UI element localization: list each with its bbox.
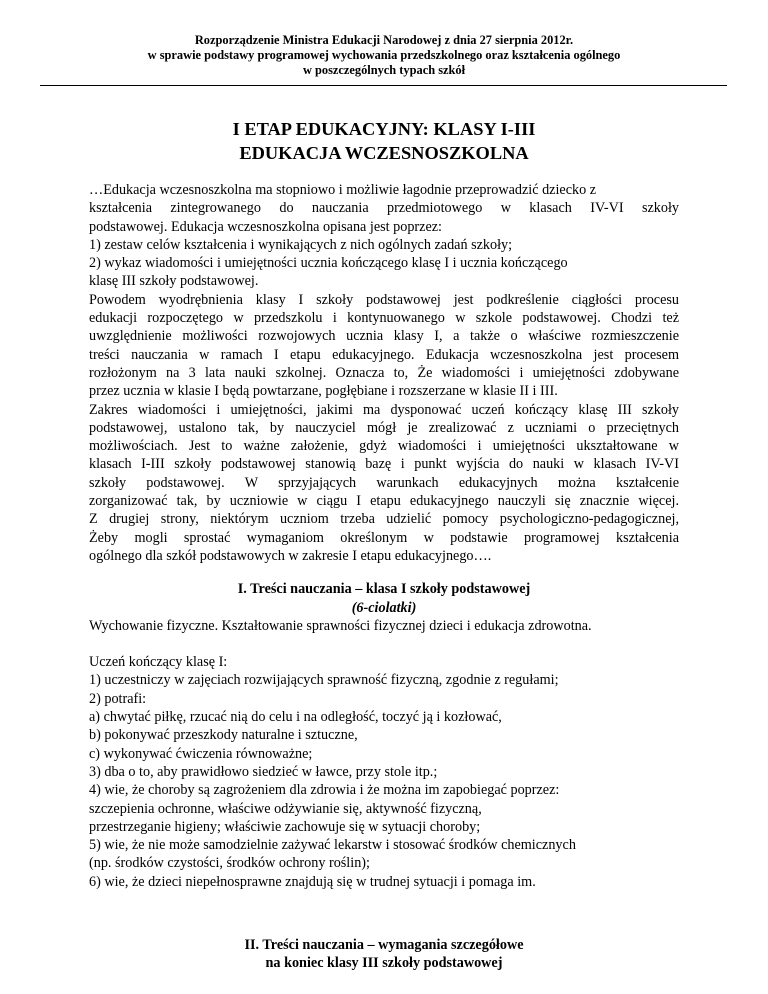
header-divider: [40, 85, 727, 86]
list-item: Uczeń kończący klasę I:: [89, 654, 228, 671]
intro-line: 1) zestaw celów kształcenia i wynikających z nich ogólnych zadań szkoły;: [89, 236, 513, 253]
page-title: [60, 117, 708, 165]
spacer: [89, 565, 679, 580]
title-line-2: EDUKACJA WCZESNOSZKOLNA: [239, 143, 529, 163]
list-item: 2) potrafi:: [89, 690, 147, 707]
section-2-title-line-1: II. Treści nauczania – wymagania szczegółowe: [244, 936, 524, 953]
intro-line: podstawowej, ustalono tak, by nauczyciel mógł je zrealizować z uczniami o przeciętnych: [89, 419, 679, 436]
intro-line: klasach I-III szkoły podstawowej stanowią bazę i punkt wyjścia do nauki w klasach IV-VI: [89, 456, 679, 473]
section-2: [89, 936, 679, 973]
header-line-2: w sprawie podstawy programowej wychowania przedszkolnego oraz kształcenia ogólnego: [147, 48, 621, 62]
list-item: c) wykonywać ćwiczenia równoważne;: [89, 745, 313, 762]
intro-line: edukacji rozpoczętego w przedszkolu i kontynuowanego w szkole podstawowej. Chodzi też: [89, 310, 679, 327]
list-item: szczepienia ochronne, właściwe odżywianie się, aktywność fizyczną,: [89, 800, 482, 817]
intro-line: Z drugiej strony, niektórym uczniom trzeba udzielić pomocy psychologiczno-pedagogicznej,: [89, 511, 679, 528]
intro-line: 2) wykaz wiadomości i umiejętności ucznia kończącego klasę I i ucznia kończącego: [89, 255, 568, 272]
intro-line: Zakres wiadomości i umiejętności, jakimi ma dysponować uczeń kończący klasę III szkoły: [89, 401, 679, 418]
list-item: przestrzeganie higieny; właściwie zachowuje się w sytuacji choroby;: [89, 818, 481, 835]
header-line-1: Rozporządzenie Ministra Edukacji Narodowej z dnia 27 sierpnia 2012r.: [194, 33, 574, 47]
title-line-1: I ETAP EDUKACYJNY: KLASY I-III: [232, 119, 536, 139]
intro-line: ogólnego dla szkół podstawowych w zakresie I etapu edukacyjnego….: [89, 547, 492, 564]
intro-line: uwzględnienie możliwości rozwojowych ucznia klasy I, a także o właściwe rozmieszczenie: [89, 328, 679, 345]
document-body: [89, 181, 679, 973]
intro-line: …Edukacja wczesnoszkolna ma stopniowo i możliwie łagodnie przeprowadzić dziecko z: [89, 182, 597, 198]
list-item: a) chwytać piłkę, rzucać nią do celu i na odległość, toczyć ją i kozłować,: [89, 709, 502, 726]
list-item: 4) wie, że choroby są zagrożeniem dla zdrowia i że można im zapobiegać poprzez:: [89, 782, 560, 799]
intro-paragraph: [89, 181, 679, 565]
intro-line: klasę III szkoły podstawowej.: [89, 273, 259, 290]
intro-line: możliwościach. Jest to ważne założenie, gdyż wiadomości i umiejętności ukształtowane w: [89, 438, 679, 455]
intro-line: rozłożonym na 3 lata nauki szkolnej. Oznacza to, Że wiadomości i umiejętności zdobywane: [89, 364, 679, 381]
intro-line: kształcenia zintegrowanego do nauczania przedmiotowego w klasach IV-VI szkoły: [89, 200, 679, 217]
intro-line: Żeby mogli sprostać wymaganiom określonym w podstawie programowej kształcenia: [89, 529, 679, 546]
document-header: [40, 33, 728, 78]
intro-line: Powodem wyodrębnienia klasy I szkoły podstawowej jest podkreślenie ciągłości procesu: [89, 291, 679, 308]
list-item: 1) uczestniczy w zajęciach rozwijających sprawność fizyczną, zgodnie z regułami;: [89, 672, 559, 689]
intro-line: treści nauczania w ramach I etapu edukacyjnego. Edukacja wczesnoszkolna jest procesem: [89, 346, 679, 363]
spacer: [89, 891, 679, 936]
intro-line: przez ucznia w klasie I będą powtarzane, pogłębiane i rozszerzane w klasie II i III.: [89, 383, 558, 400]
intro-line: zorganizować tak, by uczniowie w ciągu I etapu edukacyjnego nauczyli się znacznie więcej.: [89, 493, 679, 510]
section-1-subtitle: (6-ciolatki): [351, 599, 417, 616]
intro-line: podstawowej. Edukacja wczesnoszkolna opisana jest poprzez:: [89, 218, 442, 235]
list-item: (np. środków czystości, środków ochrony roślin);: [89, 855, 370, 872]
spacer: [89, 635, 679, 653]
list-item: b) pokonywać przeszkody naturalne i sztuczne,: [89, 727, 358, 744]
list-item: 5) wie, że nie może samodzielnie zażywać lekarstw i stosować środków chemicznych: [89, 837, 576, 854]
header-line-3: w poszczególnych typach szkół: [302, 63, 466, 77]
section-2-title-line-2: na koniec klasy III szkoły podstawowej: [265, 955, 503, 972]
section-1-title: I. Treści nauczania – klasa I szkoły podstawowej: [237, 581, 531, 598]
list-item: 3) dba o to, aby prawidłowo siedzieć w ławce, przy stole itp.;: [89, 763, 438, 780]
requirements-list: [89, 653, 679, 891]
list-item: 6) wie, że dzieci niepełnosprawne znajdują się w trudnej sytuacji i pomaga im.: [89, 873, 536, 890]
section-1: [89, 580, 679, 635]
intro-line: szkoły podstawowej. W sprzyjających warunkach edukacyjnych można kształcenie: [89, 474, 679, 491]
section-1-subject: Wychowanie fizyczne. Kształtowanie sprawności fizycznej dzieci i edukacja zdrowotna.: [89, 617, 592, 634]
